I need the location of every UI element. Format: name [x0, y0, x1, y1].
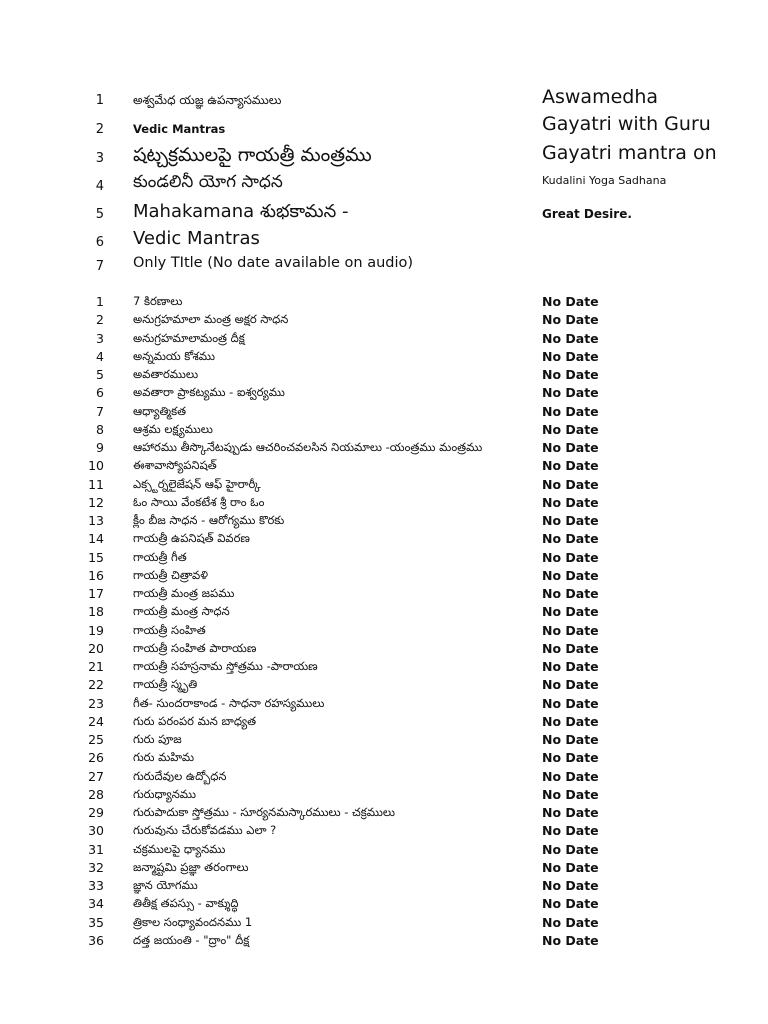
row-date: No Date [542, 732, 599, 747]
row-number: 28 [88, 786, 104, 802]
row-number: 8 [96, 421, 104, 437]
list-row [0, 585, 768, 603]
row-date: No Date [542, 604, 599, 620]
row-number: 7 [96, 403, 104, 419]
row-number: 3 [96, 330, 104, 346]
row-title: దత్త జయంతి - "ద్రాం" దీక్ష [133, 932, 250, 947]
row-number: 23 [88, 695, 104, 711]
row-title: గాయత్రీ సంహిత పారాయణ [133, 640, 257, 655]
row-number: 5 [96, 367, 104, 382]
list-row [0, 384, 768, 402]
row-number: 2 [96, 312, 104, 328]
row-date: No Date [542, 385, 599, 401]
row-number: 24 [88, 713, 104, 729]
row-side-text: Great Desire. [542, 207, 632, 221]
row-title: ఈశావాస్యోపనిషత్ [133, 458, 217, 473]
row-title: కుండలినీ యోగ సాధన [133, 172, 283, 192]
list-row [0, 768, 768, 786]
row-title: గురు పూజ [133, 732, 182, 746]
row-title: త్రికాల సంధ్యావందనము 1 [133, 914, 253, 929]
row-date: No Date [542, 367, 599, 382]
header-row [0, 201, 768, 228]
row-number: 30 [88, 823, 104, 839]
row-title: Vedic Mantras [133, 228, 260, 249]
row-number: 19 [88, 622, 104, 638]
header-row [0, 255, 768, 279]
list-row [0, 895, 768, 913]
row-number: 1 [95, 93, 104, 108]
row-number: 4 [95, 179, 104, 194]
title-list [0, 293, 768, 950]
header-row [0, 142, 768, 170]
row-title: అనుగ్రహమాలామంత్ర దీక్ష [133, 330, 245, 345]
row-title: అవతారా ప్రాకట్యము - ఐశ్వర్యము [133, 385, 285, 400]
row-date: No Date [542, 659, 599, 674]
row-title: గాయత్రీ ఉపనిషత్ వివరణ [133, 531, 250, 546]
header-row [0, 113, 768, 143]
row-date: No Date [542, 494, 599, 510]
row-title: గాయత్రీ స్మృతి [133, 677, 198, 692]
list-row [0, 713, 768, 731]
row-title: జన్మాష్టమి ప్రజ్ఞా తరంగాలు [133, 859, 249, 874]
list-row [0, 786, 768, 804]
row-date: No Date [542, 549, 599, 565]
row-title: గురు మహిమ [133, 750, 194, 765]
row-title: గాయత్రీ మంత్ర సాధన [133, 604, 230, 619]
row-number: 20 [88, 640, 104, 656]
list-row [0, 403, 768, 421]
row-date: No Date [542, 677, 599, 693]
row-title: ఆశ్రమ లక్ష్యములు [133, 421, 213, 436]
row-number: 17 [88, 586, 104, 601]
row-title: Only TItle (No date available on audio) [133, 255, 414, 271]
row-number: 13 [88, 513, 104, 528]
row-title: ఎక్స్టర్నలైజేషన్ ఆఫ్ హైరార్కీ [133, 476, 261, 491]
row-number: 35 [88, 914, 104, 930]
header-row [0, 228, 768, 255]
row-title: 7 కిరణాలు [133, 294, 183, 308]
list-row [0, 476, 768, 494]
row-number: 14 [88, 531, 104, 547]
row-date: No Date [542, 786, 599, 802]
row-number: 12 [88, 494, 104, 510]
row-number: 1 [96, 294, 104, 309]
row-number: 36 [88, 932, 104, 948]
row-number: 3 [95, 151, 104, 166]
row-title: అశ్వమేధ యజ్ఞ ఉపన్యాసములు [133, 93, 282, 107]
row-title: గాయత్రీ సహస్రనామ స్తోత్రము -పారాయణ [133, 659, 318, 673]
row-number: 6 [96, 385, 104, 401]
row-date: No Date [542, 859, 599, 875]
row-title: ఓం సాయి వేంకటేశ శ్రీ రాం ఓం [133, 494, 265, 509]
list-row [0, 749, 768, 767]
list-row [0, 311, 768, 329]
list-row [0, 549, 768, 567]
row-date: No Date [542, 878, 599, 893]
row-title: గురువును చేరుకోవడము ఎలా ? [133, 823, 277, 838]
row-title: గాయత్రీ చిత్రావళి [133, 567, 208, 582]
row-number: 31 [88, 841, 104, 857]
row-side-text: Gayatri with Guru [542, 113, 711, 135]
row-number: 29 [88, 805, 104, 820]
list-row [0, 622, 768, 640]
row-date: No Date [542, 312, 599, 328]
row-title: ఆహారము తీస్కొనేటప్పుడు ఆచరించవలసిన నియమాలు -యంత్రము మంత్రము [133, 440, 483, 454]
row-side-text: Kudalini Yoga Sadhana [542, 174, 667, 187]
row-title: గురుధ్యానము [133, 786, 196, 801]
list-row [0, 494, 768, 512]
list-row [0, 822, 768, 840]
row-date: No Date [542, 348, 599, 364]
list-row [0, 804, 768, 822]
list-row [0, 366, 768, 384]
row-number: 21 [88, 659, 104, 674]
list-row [0, 457, 768, 475]
row-date: No Date [542, 841, 599, 857]
list-row [0, 695, 768, 713]
row-date: No Date [542, 330, 599, 346]
row-date: No Date [542, 713, 599, 729]
row-number: 34 [88, 896, 104, 912]
row-title: Vedic Mantras [133, 122, 226, 136]
list-row [0, 330, 768, 348]
row-number: 15 [88, 549, 104, 565]
row-date: No Date [542, 476, 599, 492]
row-side-text: Gayatri mantra on [542, 142, 717, 164]
row-title: జ్ఞాన యోగము [133, 878, 198, 892]
row-title: అనుగ్రహమాలా మంత్ర అక్షర సాధన [133, 312, 289, 327]
row-title: క్లీం బీజ సాధన - ఆరోగ్యము కొరకు [133, 513, 285, 527]
row-title: గాయత్రీ మంత్ర జపము [133, 586, 235, 600]
list-row [0, 914, 768, 932]
list-row [0, 293, 768, 311]
row-number: 2 [95, 122, 104, 137]
row-title: షట్చక్రములపై గాయత్రీ మంత్రము [133, 144, 372, 166]
row-date: No Date [542, 586, 599, 601]
row-number: 27 [88, 768, 104, 784]
list-row [0, 676, 768, 694]
row-number: 5 [95, 207, 104, 222]
row-number: 18 [88, 604, 104, 620]
row-number: 10 [88, 458, 104, 474]
row-side-text: Aswamedha [542, 86, 659, 108]
row-date: No Date [542, 695, 599, 711]
row-title: గీత- సుందరాకాండ - సాధనా రహస్యములు [133, 695, 325, 710]
row-number: 11 [88, 476, 104, 492]
row-date: No Date [542, 513, 599, 528]
row-title: గాయత్రీ సంహిత [133, 622, 206, 637]
list-row [0, 658, 768, 676]
list-row [0, 841, 768, 859]
row-title: గురుదేవుల ఉద్బోధన [133, 768, 227, 783]
list-row [0, 932, 768, 950]
row-number: 7 [95, 259, 104, 274]
row-number: 9 [96, 440, 104, 455]
header-row [0, 86, 768, 114]
list-row [0, 439, 768, 457]
row-number: 32 [88, 859, 104, 875]
row-date: No Date [542, 440, 599, 455]
row-date: No Date [542, 805, 599, 820]
row-number: 26 [88, 750, 104, 766]
row-number: 22 [88, 677, 104, 693]
row-number: 6 [95, 235, 104, 250]
row-title: చక్రములపై ధ్యానము [133, 841, 226, 856]
row-date: No Date [542, 458, 599, 474]
row-number: 33 [88, 878, 104, 893]
list-row [0, 731, 768, 749]
row-date: No Date [542, 823, 599, 839]
list-row [0, 348, 768, 366]
row-title: గాయత్రీ గీత [133, 549, 187, 564]
row-date: No Date [542, 622, 599, 638]
row-title: అన్నమయ కోశము [133, 348, 215, 363]
row-title: అవతారములు [133, 367, 199, 381]
row-number: 25 [88, 732, 104, 747]
row-date: No Date [542, 531, 599, 547]
list-row [0, 530, 768, 548]
row-title: తితీక్ష తపస్సు - వాక్శుద్ధి [133, 896, 239, 911]
row-date: No Date [542, 914, 599, 930]
row-title: గురుపాదుకా స్తోత్రము - సూర్యనమస్కారములు - చక్రములు [133, 805, 396, 819]
list-row [0, 859, 768, 877]
row-number: 16 [88, 567, 104, 583]
row-date: No Date [542, 932, 599, 948]
row-date: No Date [542, 421, 599, 437]
list-row [0, 640, 768, 658]
row-date: No Date [542, 567, 599, 583]
list-row [0, 421, 768, 439]
row-title: ఆధ్యాత్మికత [133, 403, 187, 418]
list-row [0, 603, 768, 621]
row-date: No Date [542, 294, 599, 309]
list-row [0, 877, 768, 895]
list-row [0, 567, 768, 585]
row-date: No Date [542, 896, 599, 912]
row-date: No Date [542, 750, 599, 766]
row-title: Mahakamana శుభకామన - [133, 201, 349, 222]
list-row [0, 512, 768, 530]
row-date: No Date [542, 640, 599, 656]
row-number: 4 [96, 348, 104, 364]
row-date: No Date [542, 768, 599, 784]
header-row [0, 174, 768, 198]
row-date: No Date [542, 403, 599, 419]
row-title: గురు పరంపర మన బాధ్యత [133, 713, 257, 728]
